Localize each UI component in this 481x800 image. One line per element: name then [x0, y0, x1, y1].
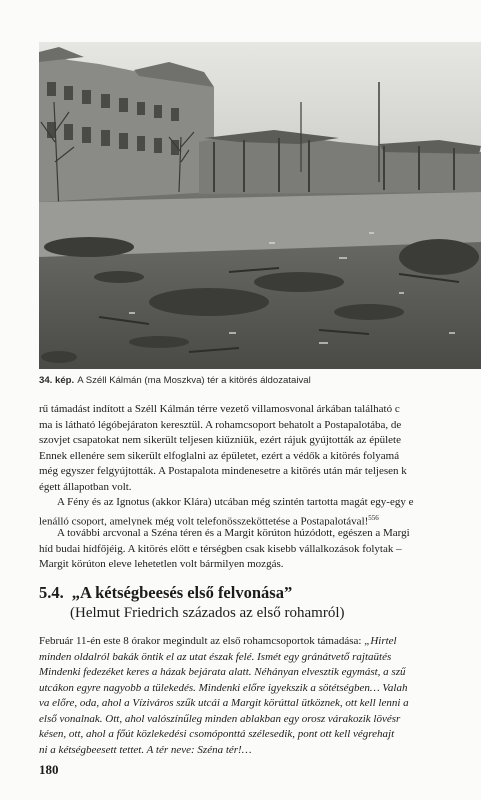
footnote-marker: 556: [368, 513, 379, 522]
quote-first-italic: „Hirtel: [364, 635, 397, 647]
quote-lead: Február 11-én este 8 órakor megindult az első rohamcsoportok támadása:: [39, 635, 365, 647]
paragraph-1-line-1: rű támadást indított a Széll Kálmán térre vezető villamosvonal árkában található c: [39, 403, 400, 415]
photo-illustration: [39, 42, 481, 369]
quote-line-4: utcákon egyre nagyobb a tülekedés. Mindenki előre igyekszik a sötétségben… Valah: [39, 681, 408, 694]
paragraph-2-line-1: A Fény és az Ignotus (akkor Klára) utcában még szintén tartotta magát egy-egy e: [57, 496, 414, 508]
paragraph-1-line-6: égett állapotban volt.: [39, 480, 132, 493]
paragraph-1-line-2: ma is látható légóbejáraton keresztül. A rohamcsoport behatolt a Postapalotába, de: [39, 418, 402, 431]
paragraph-1-line-4: Ennek ellenére sem sikerült elfoglalni az épületet, ezért a védők a kitörés folyamá: [39, 449, 400, 462]
body-text: [39, 402, 481, 573]
figure-caption-text: A Széll Kálmán (ma Moszkva) tér a kitörés áldozataival: [77, 375, 311, 386]
figure-label: 34. kép.: [39, 375, 75, 386]
page-number: 180: [39, 762, 59, 777]
section-number: 5.4.: [39, 583, 64, 602]
section-heading: [39, 583, 481, 603]
figure-caption: [39, 375, 481, 386]
paragraph-1-line-5: még egyszer felgyújtották. A Postapalota mindenesetre a kitörés után már teljesen k: [39, 465, 407, 477]
quote-line-6: első vonalnak. Ott, ahol valószínűleg minden ablakban egy orosz várakozik lövésr: [39, 712, 401, 725]
quote-line-5: va előre, oda, ahol a Víziváros szűk utcái a Margit körúttal ütköznek, ott kell lenni a: [39, 697, 409, 709]
quote-line-7: késen, ott, ahol a főút közlekedési csomóponttá szélesedik, pont ott kell végrehajt: [39, 728, 395, 740]
quote-line-2: minden oldalról bakák öntik el az utat észak felé. Ismét egy gránátvető rajtaütés: [39, 650, 392, 663]
paragraph-1-line-3: szovjet csapatokat nem sikerült teljesen kiűzniük, ezért rájuk gyújtották az épülete: [39, 434, 401, 446]
paragraph-2-line-2-text: lenálló csoport, amelynek még volt telefonösszeköttetése a Postapalotával!: [39, 515, 369, 526]
quote-block: [39, 634, 481, 758]
section-title: „A kétségbeesés első felvonása”: [71, 583, 293, 602]
paragraph-2-line-2: [39, 511, 481, 527]
paragraph-3-line-3: Margit körúton eleve lehetetlen volt bármilyen mozgás.: [39, 558, 284, 570]
paragraph-3-line-2: híd budai hídfőjéig. A kitörés előtt e térségben csak kisebb vállalkozások folytak –: [39, 542, 402, 555]
section-subtitle: (Helmut Friedrich százados az első rohamról): [70, 605, 345, 621]
paragraph-3-line-1: A további arcvonal a Széna téren és a Margit körúton húzódott, egészen a Margi: [57, 527, 410, 539]
quote-line-3: Mindenki fedezéket keres a házak bejárata alatt. Néhányan elvesztik egymást, a szű: [39, 666, 406, 678]
quote-line-8: ni a kétségbeesett tettet. A tér neve: Széna tér!…: [39, 743, 252, 756]
war-photograph: [39, 42, 481, 369]
quote-line-1: [39, 634, 481, 650]
